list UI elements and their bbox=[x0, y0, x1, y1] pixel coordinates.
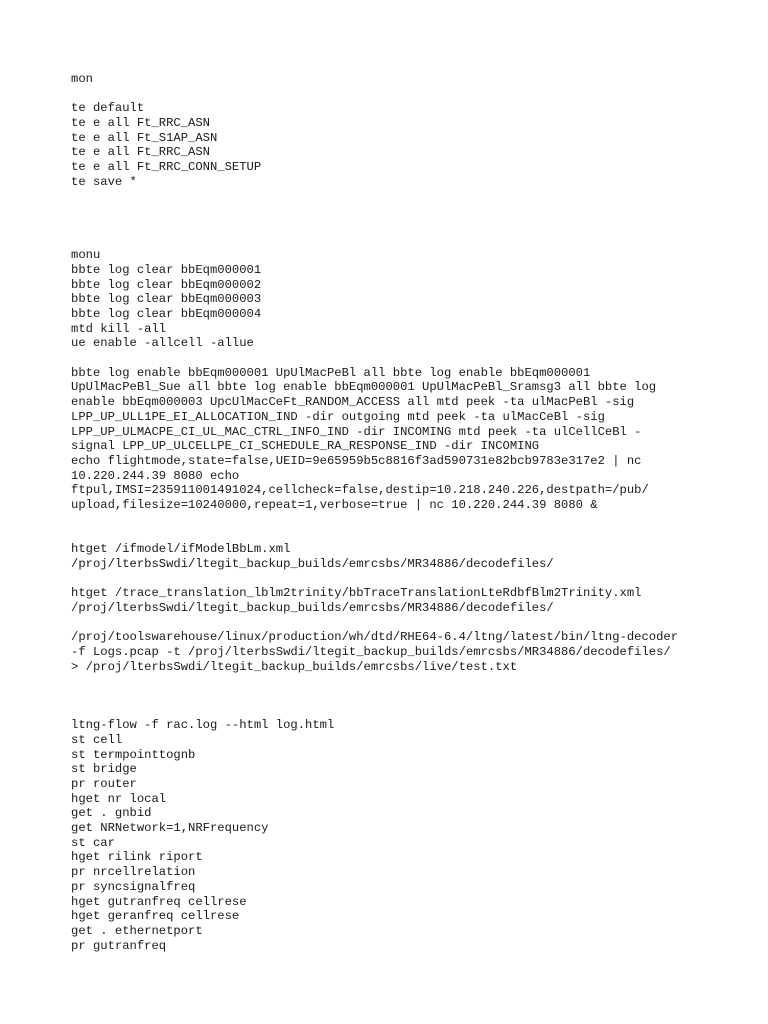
text-line: get NRNetwork=1,NRFrequency bbox=[71, 821, 269, 836]
blank-line bbox=[71, 513, 711, 528]
text-line: pr syncsignalfreq bbox=[71, 879, 196, 894]
text-line: pr gutranfreq bbox=[71, 938, 167, 953]
text-line: UpUlMacPeBl_Sue all bbte log enable bbEqm000001 UpUlMacPeBl_Sramsg3 all bbte log bbox=[71, 380, 657, 395]
text-line: 10.220.244.39 8080 echo bbox=[71, 468, 240, 483]
blank-line bbox=[71, 674, 711, 689]
blank-line bbox=[71, 527, 711, 542]
blank-line bbox=[71, 571, 711, 586]
text-line: te default bbox=[71, 101, 145, 116]
text-line: ftpul,IMSI=235911001491024,cellcheck=false,destip=10.218.240.226,destpath=/pub/ bbox=[71, 483, 649, 498]
text-line: echo flightmode,state=false,UEID=9e65959b5c8816f3ad590731e82bcb9783e317e2 | nc bbox=[71, 453, 642, 468]
text-line: LPP_UP_ULL1PE_EI_ALLOCATION_IND -dir outgoing mtd peek -ta ulMacCeBl -sig bbox=[71, 409, 605, 424]
blank-line bbox=[71, 204, 711, 219]
text-line: hget geranfreq cellrese bbox=[71, 909, 240, 924]
text-line: get . ethernetport bbox=[71, 923, 203, 938]
text-line: htget /ifmodel/ifModelBbLm.xml bbox=[71, 542, 291, 556]
text-line: te e all Ft_S1AP_ASN bbox=[71, 130, 218, 145]
blank-line bbox=[71, 87, 711, 102]
text-line: htget /trace_translation_lblm2trinity/bbTraceTranslationLteRdbfBlm2Trinity.xml bbox=[71, 586, 642, 601]
text-line: bbte log clear bbEqm000002 bbox=[71, 277, 262, 292]
text-line: /proj/lterbsSwdi/ltegit_backup_builds/emrcsbs/MR34886/decodefiles/ bbox=[71, 556, 554, 571]
blank-line bbox=[71, 219, 711, 234]
text-line: te e all Ft_RRC_ASN bbox=[71, 145, 210, 160]
text-line: st cell bbox=[71, 732, 123, 747]
blank-line bbox=[71, 234, 711, 249]
text-line: st bridge bbox=[71, 762, 137, 777]
text-line: hget nr local bbox=[71, 791, 167, 806]
text-line: monu bbox=[71, 248, 101, 263]
text-line: /proj/toolswarehouse/linux/production/wh/dtd/RHE64-6.4/ltng/latest/bin/ltng-decoder bbox=[71, 630, 679, 645]
text-line: > /proj/lterbsSwdi/ltegit_backup_builds/emrcsbs/live/test.txt bbox=[71, 659, 518, 674]
blank-line bbox=[71, 190, 711, 205]
text-line: hget rilink riport bbox=[71, 850, 203, 865]
text-line: hget gutranfreq cellrese bbox=[71, 894, 247, 909]
text-line: pr router bbox=[71, 777, 137, 791]
text-line: enable bbEqm000003 UpcUlMacCeFt_RANDOM_ACCESS all mtd peek -ta ulMacPeBl -sig bbox=[71, 395, 635, 410]
text-line: ue enable -allcell -allue bbox=[71, 336, 254, 351]
text-line: pr nrcellrelation bbox=[71, 865, 196, 880]
text-line: st termpointtognb bbox=[71, 747, 196, 762]
text-line: get . gnbid bbox=[71, 806, 152, 821]
text-line: bbte log clear bbEqm000001 bbox=[71, 262, 262, 277]
text-line: -f Logs.pcap -t /proj/lterbsSwdi/ltegit_backup_builds/emrcsbs/MR34886/decodefiles/ bbox=[71, 644, 671, 659]
blank-line bbox=[71, 689, 711, 704]
text-line: ltng-flow -f rac.log --html log.html bbox=[71, 718, 335, 733]
blank-line bbox=[71, 615, 711, 630]
text-line: st car bbox=[71, 835, 115, 850]
blank-line bbox=[71, 704, 711, 719]
text-line: LPP_UP_ULMACPE_CI_UL_MAC_CTRL_INFO_IND -dir INCOMING mtd peek -ta ulCellCeBl - bbox=[71, 424, 642, 439]
blank-line bbox=[71, 351, 711, 366]
text-line: upload,filesize=10240000,repeat=1,verbose=true | nc 10.220.244.39 8080 & bbox=[71, 497, 598, 512]
text-line: bbte log clear bbEqm000004 bbox=[71, 307, 262, 321]
text-line: /proj/lterbsSwdi/ltegit_backup_builds/emrcsbs/MR34886/decodefiles/ bbox=[71, 600, 554, 615]
text-line: bbte log clear bbEqm000003 bbox=[71, 292, 262, 307]
document-body bbox=[71, 72, 711, 953]
text-line: signal LPP_UP_ULCELLPE_CI_SCHEDULE_RA_RESPONSE_IND -dir INCOMING bbox=[71, 439, 540, 454]
text-line: mon bbox=[71, 72, 93, 86]
text-line: mtd kill -all bbox=[71, 321, 167, 336]
text-line: te e all Ft_RRC_CONN_SETUP bbox=[71, 160, 262, 175]
text-line: te save * bbox=[71, 174, 137, 189]
text-line: bbte log enable bbEqm000001 UpUlMacPeBl all bbte log enable bbEqm000001 bbox=[71, 365, 591, 380]
text-line: te e all Ft_RRC_ASN bbox=[71, 116, 210, 131]
